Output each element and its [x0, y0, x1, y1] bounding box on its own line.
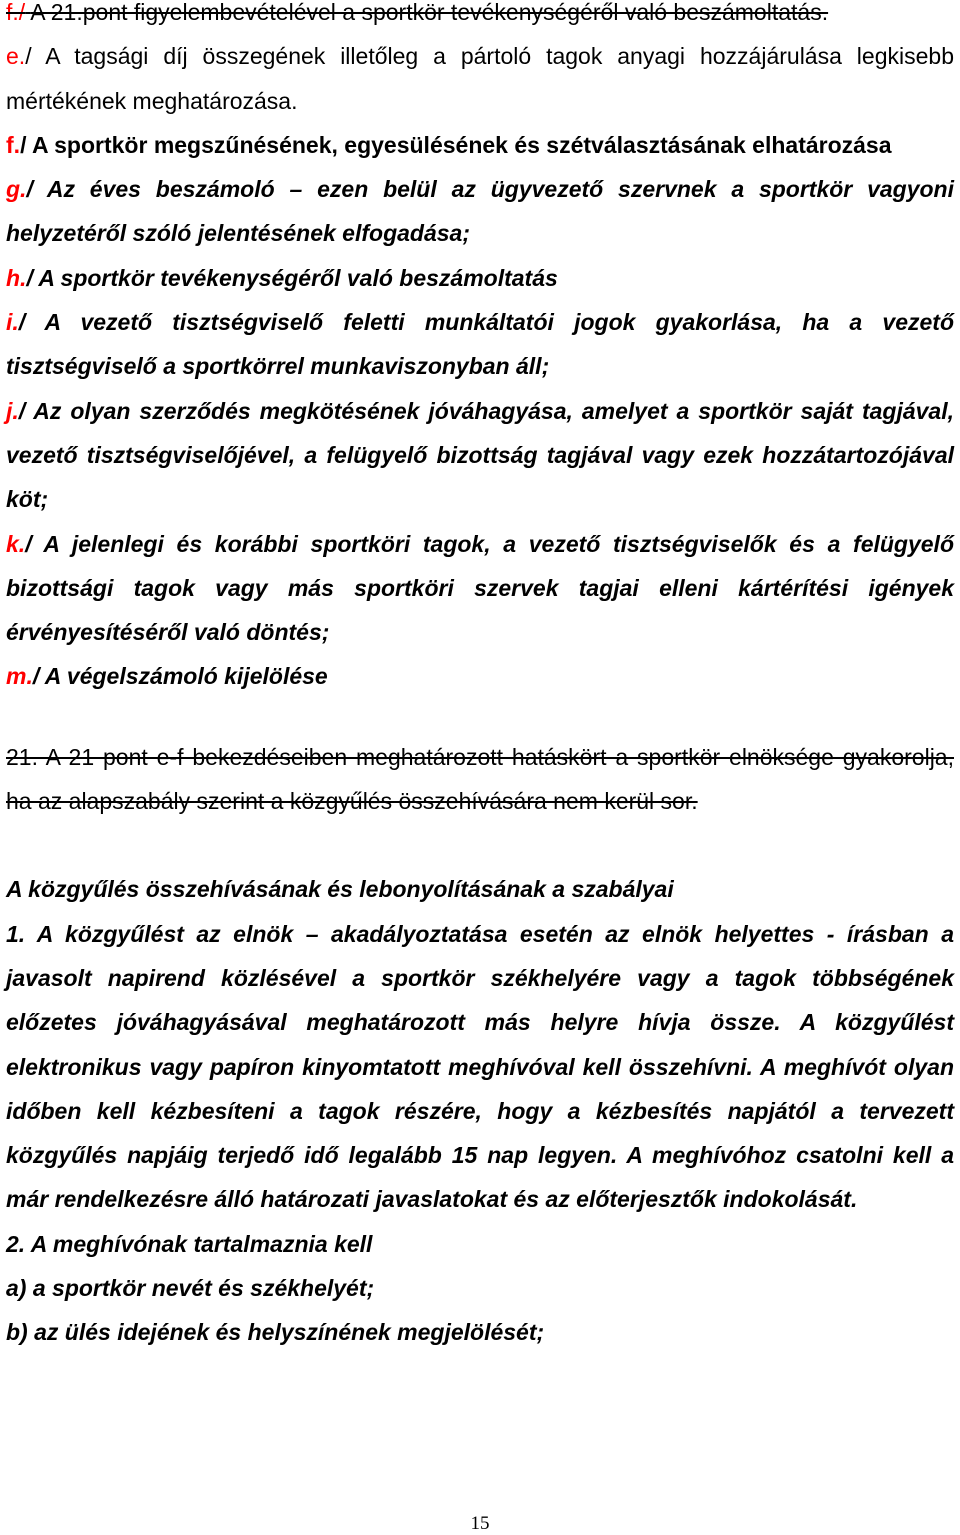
item-key: f.: [6, 131, 21, 158]
section-paragraph-1: 1. A közgyűlést az elnök – akadályoztatása esetén az elnök helyettes - írásban a javasolt napirend közlésével a sportkör székhelyére vagy a tagok többségének előzetes jóváhagyásával meghatározott más helyre hívja össze. A közgyűlést elektronikus vagy papíron kinyomtatott meghívóval kell összehívni. A meghívót olyan időben kell kézbesíteni a tagok részére, hogy a kézbesítés napjától a tervezett közgyűlés napjáig terjedő idő legalább 15 nap legyen. A meghívóhoz csatolni kell a már rendelkezésre álló határozati javaslatokat és az előterjesztők indokolását.: [6, 920, 954, 1213]
document-page: [6, 0, 954, 1355]
item-text: / A tagsági díj összegének illetőleg a pártoló tagok anyagi hozzájárulása legkisebb mértékének meghatározása.: [6, 43, 954, 114]
item-text: / Az olyan szerződés megkötésének jóváhagyása, amelyet a sportkör saját tagjával, vezető tisztségviselőjével, a felügyelő bizottság tagjával vagy ezek hozzátartozójával köt;: [6, 397, 954, 513]
item-text: / A sportkör megszűnésének, egyesülésének és szétválasztásának elhatározása: [20, 131, 892, 158]
struck-item-f-old: [6, 0, 954, 34]
item-text: / A vezető tisztségviselő feletti munkáltatói jogok gyakorlása, ha a vezető tisztségviselő a sportkörrel munkaviszonyban áll;: [6, 309, 954, 380]
item-text: / Az éves beszámoló – ezen belül az ügyvezető szervnek a sportkör vagyoni helyzetéről szóló jelentésének elfogadása;: [6, 176, 954, 247]
item-key: j.: [6, 397, 19, 424]
page-number: 15: [470, 1513, 490, 1534]
list-item-b: b) az ülés idejének és helyszínének megjelölését;: [6, 1319, 545, 1346]
item-j: [6, 389, 954, 522]
item-e: [6, 34, 954, 123]
section-paragraph-2: 2. A meghívónak tartalmaznia kell: [6, 1230, 373, 1257]
list-item-a: a) a sportkör nevét és székhelyét;: [6, 1275, 375, 1302]
item-g: [6, 167, 954, 256]
item-key: f./: [6, 0, 26, 25]
section-heading: A közgyűlés összehívásának és lebonyolításának a szabályai: [6, 876, 674, 903]
item-key: k.: [6, 530, 26, 557]
item-key: e.: [6, 43, 26, 70]
item-m: [6, 654, 954, 698]
item-text: / A végelszámoló kijelölése: [32, 663, 328, 690]
item-key: i.: [6, 309, 19, 336]
item-text: / A sportkör tevékenységéről való beszámoltatás: [26, 264, 558, 291]
item-h: [6, 256, 954, 300]
item-text: / A jelenlegi és korábbi sportköri tagok, a vezető tisztségviselők és a felügyelő bizottsági tagok vagy más sportköri szervek tagjai elleni kártérítési igények érvényesítéséről való döntés;: [6, 530, 954, 646]
item-text: A 21.pont figyelembevételével a sportkör tevékenységéről való beszámoltatás.: [30, 0, 829, 25]
item-i: [6, 300, 954, 389]
struck-paragraph: 21. A 21 pont e-f bekezdéseiben meghatározott hatáskört a sportkör elnöksége gyakorolja, ha az alapszabály szerint a közgyűlés összehívására nem kerül sor.: [6, 743, 954, 815]
item-key: m.: [6, 663, 33, 690]
item-key: h.: [6, 264, 27, 291]
item-k: [6, 522, 954, 655]
item-f: [6, 123, 954, 167]
item-key: g.: [6, 176, 27, 203]
